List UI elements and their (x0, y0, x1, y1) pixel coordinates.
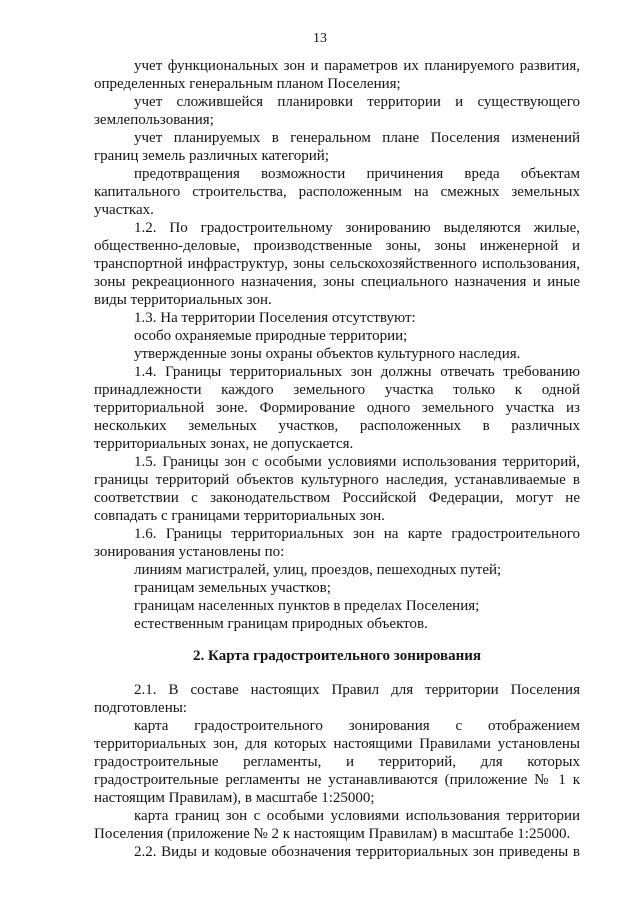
paragraph: границам земельных участков; (134, 580, 331, 596)
paragraph: учет функциональных зон и параметров их планируемого развития, определенных генеральным планом Поселения; (94, 58, 580, 92)
section-heading: 2. Карта градостроительного зонирования (193, 648, 481, 664)
paragraph: 2.1. В составе настоящих Правил для территории Поселения подготовлены: (94, 682, 580, 716)
paragraph: естественным границам природных объектов. (134, 616, 428, 632)
paragraph: 1.2. По градостроительному зонированию выделяются жилые, общественно-деловые, производственные зоны, зоны инженерной и транспортной инфраструктур, зоны сельскохозяйственного использования, зоны рекреационного назначения, зоны специального назначения и иные виды территориальных зон. (94, 220, 580, 308)
paragraph: 1.6. Границы территориальных зон на карте градостроительного зонирования установлены по: (94, 526, 580, 560)
paragraph: линиям магистралей, улиц, проездов, пешеходных путей; (134, 562, 502, 578)
paragraph: карта границ зон с особыми условиями использования территории Поселения (приложение № 2 к настоящим Правилам) в масштабе 1:25000. (94, 808, 580, 842)
paragraph: 2.2. Виды и кодовые обозначения территориальных зон приведены в (134, 844, 580, 860)
paragraph: утвержденные зоны охраны объектов культурного наследия. (134, 346, 521, 362)
paragraph: учет сложившейся планировки территории и существующего землепользования; (94, 94, 580, 128)
paragraph: 1.4. Границы территориальных зон должны отвечать требованию принадлежности каждого земельного участка только к одной территориальной зоне. Формирование одного земельного участка из нескольких земельных участков, расположенных в различных территориальных зонах, не допускается. (94, 364, 580, 452)
paragraph: особо охраняемые природные территории; (134, 328, 408, 344)
paragraph: 1.3. На территории Поселения отсутствуют: (134, 310, 416, 326)
document-body (94, 57, 580, 861)
paragraph: предотвращения возможности причинения вреда объектам капитального строительства, расположенным на смежных земельных участках. (94, 166, 580, 218)
paragraph: карта градостроительного зонирования с отображением территориальных зон, для которых настоящими Правилами установлены градостроительные регламенты, и территорий, для которых градостроительные регламенты не устанавливаются (приложение № 1 к настоящим Правилам), в масштабе 1:25000; (94, 718, 580, 806)
paragraph: границам населенных пунктов в пределах Поселения; (134, 598, 480, 614)
paragraph: учет планируемых в генеральном плане Поселения изменений границ земель различных категорий; (94, 130, 580, 164)
paragraph: 1.5. Границы зон с особыми условиями использования территорий, границы территорий объектов культурного наследия, устанавливаемые в соответствии с законодательством Российской Федерации, могут не совпадать с границами территориальных зон. (94, 454, 580, 524)
page-number: 13 (313, 31, 327, 46)
